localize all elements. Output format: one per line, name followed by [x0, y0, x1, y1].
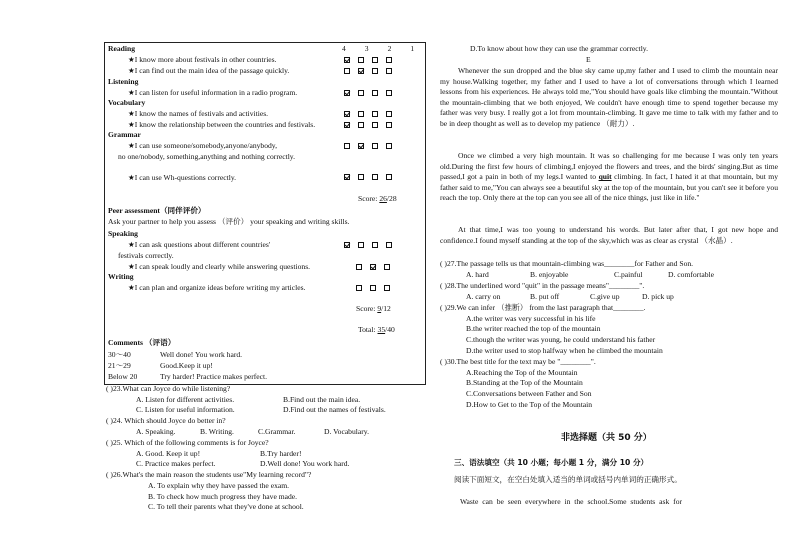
- empty-box-icon: [358, 57, 364, 63]
- checked-box-icon: [358, 68, 364, 74]
- passage-e-letter: E: [586, 55, 591, 64]
- empty-box-icon: [386, 122, 392, 128]
- empty-box-icon: [358, 242, 364, 248]
- question-25-option-d: D.Well done! You work hard.: [260, 459, 350, 468]
- speaking-item-1-line-2: festivals correctly.: [118, 251, 174, 260]
- col-head-4: 4: [342, 44, 346, 53]
- col-head-2: 2: [387, 44, 392, 53]
- empty-box-icon: [344, 68, 350, 74]
- passage-e-paragraph-2: [440, 151, 778, 204]
- section-3-passage-first-line: Waste can be seen everywhere in the school.Some students ask for: [460, 497, 683, 506]
- checked-box-icon: [344, 122, 350, 128]
- total-score: [358, 325, 395, 336]
- empty-box-icon: [386, 90, 392, 96]
- listening-item-1-rating: [344, 90, 392, 96]
- paragraph-2-after: climbing. In fact, I hated it at that mountain, but my father said to me,"You can always see a beautiful sky at the top of the mountain, but you can't see it before you reach the top. Only there at the top can you see all of the nice things, just like in life.": [440, 172, 779, 203]
- question-23-option-a: A. Listen for different activities.: [136, 395, 235, 404]
- writing-item-1-rating: [356, 285, 390, 291]
- total-value: 35: [377, 325, 386, 334]
- question-26-option-a: A. To explain why they have passed the exam.: [148, 481, 290, 490]
- grammar-item-2-rating: [344, 174, 392, 180]
- score-1-value: 26: [379, 194, 387, 203]
- question-27-option-c: C.painful: [614, 270, 643, 279]
- comment-range-2: 21～29: [108, 361, 131, 370]
- empty-box-icon: [384, 285, 390, 291]
- question-29-option-d: D.the writer used to stop halfway when he climbed the mountain: [466, 346, 663, 355]
- empty-box-icon: [344, 143, 350, 149]
- empty-box-icon: [372, 174, 378, 180]
- rating-column-heads: [342, 44, 414, 55]
- empty-box-icon: [386, 68, 392, 74]
- question-28-stem: ( )28.The underlined word "quit" in the passage means"________".: [440, 281, 645, 290]
- reading-item-2-rating: [344, 68, 392, 74]
- comment-text-1: Well done! You work hard.: [160, 350, 243, 359]
- total-label: Total:: [358, 325, 378, 334]
- question-27-stem: ( )27.The passage tells us that mountain-climbing was________for Father and Son.: [440, 259, 694, 268]
- reading-item-1-rating: [344, 57, 392, 63]
- vocabulary-heading: Vocabulary: [108, 98, 146, 107]
- checked-box-icon: [344, 57, 350, 63]
- speaking-item-1-line-1: ★I can ask questions about different countries': [128, 240, 271, 249]
- speaking-item-2: ★I can speak loudly and clearly while answering questions.: [128, 262, 311, 271]
- question-25-option-a: A. Good. Keep it up!: [136, 449, 201, 458]
- checked-box-icon: [370, 264, 376, 270]
- grammar-item-2: ★I can use Wh-questions correctly.: [128, 173, 237, 182]
- total-total: /40: [385, 325, 395, 334]
- checked-box-icon: [344, 90, 350, 96]
- question-23-option-c: C. Listen for useful information.: [136, 405, 235, 414]
- section-3-title: 三、语法填空（共 10 小题；每小题 1 分，满分 10 分）: [454, 458, 649, 467]
- passage-e-paragraph-1: Whenever the sun dropped and the blue sky came up,my father and I used to climb the mountain near my house.Walking together, my father and I used to have a lot of conversations through which I learned lessons from his experiences. He always told me,"You should have goals like climbing the mountain."Without the mountain-climbing that we both enjoyed, We couldn't have enough time to spend together because my father was very busy. I really got a lot from mountain-climbing. It gave me time to talk with my father and to be in deep thought as well as to develop my patience （耐力）.: [440, 66, 778, 128]
- empty-box-icon: [386, 174, 392, 180]
- reading-item-2: ★I can find out the main idea of the passage quickly.: [128, 66, 290, 75]
- writing-item-1: ★I can plan and organize ideas before writing my articles.: [128, 283, 306, 292]
- question-23-option-d: D.Find out the names of festivals.: [283, 405, 386, 414]
- question-28-option-d: D. pick up: [642, 292, 674, 301]
- question-25-option-c: C. Practice makes perfect.: [136, 459, 216, 468]
- question-23-option-b: B.Find out the main idea.: [283, 395, 361, 404]
- score-2-value: 9: [377, 304, 382, 313]
- empty-box-icon: [372, 111, 378, 117]
- question-30-option-b: B.Standing at the Top of the Mountain: [466, 378, 583, 387]
- question-24-option-a: A. Speaking.: [136, 427, 176, 436]
- question-30-option-a: A.Reaching the Top of the Mountain: [466, 368, 578, 377]
- question-23-stem: ( )23.What can Joyce do while listening?: [106, 384, 231, 393]
- speaking-item-2-rating: [356, 264, 390, 270]
- empty-box-icon: [358, 174, 364, 180]
- score-1-total: /28: [386, 194, 397, 203]
- question-29-option-b: B.the writer reached the top of the mountain: [466, 324, 601, 333]
- empty-box-icon: [356, 285, 362, 291]
- question-25-option-b: B.Try harder!: [260, 449, 302, 458]
- empty-box-icon: [386, 57, 392, 63]
- empty-box-icon: [372, 57, 378, 63]
- empty-box-icon: [372, 143, 378, 149]
- question-30-stem: ( )30.The best title for the text may be "________".: [440, 357, 596, 366]
- empty-box-icon: [372, 242, 378, 248]
- question-28-option-a: A. carry on: [466, 292, 501, 301]
- question-29-stem: ( )29.We can infer （推断） from the last paragraph that________.: [440, 303, 646, 312]
- section-3-instruction: 阅读下面短文，在空白处填入适当的单词或括号内单词的正确形式。: [454, 475, 682, 484]
- empty-box-icon: [358, 122, 364, 128]
- comment-range-1: 30～40: [108, 350, 131, 359]
- score-1-label: Score:: [358, 194, 380, 203]
- comment-text-2: Good.Keep it up!: [160, 361, 213, 370]
- checked-box-icon: [344, 242, 350, 248]
- comments-heading: Comments （评语）: [108, 338, 176, 347]
- vocabulary-item-2-rating: [344, 122, 392, 128]
- listening-item-1: ★I can listen for useful information in a radio program.: [128, 88, 298, 97]
- reading-item-1: ★I know more about festivals in other countries.: [128, 55, 277, 64]
- empty-box-icon: [358, 90, 364, 96]
- question-25-stem: ( )25. Which of the following comments is for Joyce?: [106, 438, 269, 447]
- grammar-item-1-rating: [344, 143, 392, 149]
- question-24-option-c: C.Grammar.: [258, 427, 296, 436]
- empty-box-icon: [386, 143, 392, 149]
- score-2-total: /12: [381, 304, 391, 313]
- score-1: [358, 194, 397, 205]
- question-27-option-d: D. comfortable: [668, 270, 714, 279]
- score-2: [356, 304, 391, 315]
- question-26-option-d: D.To know about how they can use the grammar correctly.: [470, 44, 649, 53]
- checked-box-icon: [344, 111, 350, 117]
- empty-box-icon: [358, 111, 364, 117]
- empty-box-icon: [372, 90, 378, 96]
- question-27-option-a: A. hard: [466, 270, 489, 279]
- col-head-1: 1: [410, 44, 415, 53]
- non-choice-section-title: 非选择题（共 50 分）: [561, 433, 652, 443]
- vocabulary-item-2: ★I know the relationship between the countries and festivals.: [128, 120, 316, 129]
- vocabulary-item-1-rating: [344, 111, 392, 117]
- question-26-option-c: C. To tell their parents what they've done at school.: [148, 502, 304, 511]
- score-2-label: Score:: [356, 304, 378, 313]
- question-30-option-c: C.Conversations between Father and Son: [466, 389, 592, 398]
- vocabulary-item-1: ★I know the names of festivals and activities.: [128, 109, 269, 118]
- speaking-heading: Speaking: [108, 229, 138, 238]
- question-24-stem: ( )24. Which should Joyce do better in?: [106, 416, 226, 425]
- empty-box-icon: [372, 68, 378, 74]
- question-30-option-d: D.How to Get to the Top of the Mountain: [466, 400, 593, 409]
- checked-box-icon: [358, 143, 364, 149]
- comment-text-3: Try harder! Practice makes perfect.: [160, 372, 268, 381]
- peer-assessment-heading: Peer assessment（同伴评价）: [108, 206, 206, 215]
- listening-heading: Listening: [108, 77, 139, 86]
- empty-box-icon: [372, 122, 378, 128]
- col-head-3: 3: [364, 44, 369, 53]
- checked-box-icon: [344, 174, 350, 180]
- empty-box-icon: [386, 111, 392, 117]
- question-26-stem: ( )26.What's the main reason the students use"My learning record"?: [106, 470, 312, 479]
- grammar-heading: Grammar: [108, 130, 141, 139]
- empty-box-icon: [370, 285, 376, 291]
- question-24-option-d: D. Vocabulary.: [324, 427, 369, 436]
- passage-e-paragraph-3: At that time,I was too young to understand his words. But later after that, I got new hope and confidence.I found myself standing at the top of the sky,which was as clear as crystal （水晶）.: [440, 225, 778, 245]
- question-24-option-b: B. Writing.: [200, 427, 234, 436]
- grammar-item-1-line-1: ★I can use someone/somebody,anyone/anybody,: [128, 141, 278, 150]
- comment-range-3: Below 20: [108, 372, 138, 381]
- question-26-option-b: B. To check how much progress they have made.: [148, 492, 298, 501]
- peer-assessment-desc: Ask your partner to help you assess （评价） your speaking and writing skills.: [108, 217, 350, 226]
- question-27-option-b: B. enjoyable: [530, 270, 569, 279]
- empty-box-icon: [384, 264, 390, 270]
- question-28-option-c: C.give up: [590, 292, 620, 301]
- empty-box-icon: [386, 242, 392, 248]
- speaking-item-1-rating: [344, 242, 392, 248]
- reading-heading: Reading: [108, 44, 136, 53]
- empty-box-icon: [356, 264, 362, 270]
- underlined-word-quit: quit: [598, 172, 612, 182]
- question-29-option-a: A.the writer was very successful in his life: [466, 314, 596, 323]
- writing-heading: Writing: [108, 272, 134, 281]
- grammar-item-1-line-2: no one/nobody, something,anything and nothing correctly.: [118, 152, 296, 161]
- question-28-option-b: B. put off: [530, 292, 560, 301]
- question-29-option-c: C.though the writer was young, he could understand his father: [466, 335, 656, 344]
- paragraph-2-before: Once we climbed a very high mountain. It was so challenging for me because I was only ten years old.During the first few hours of climbing,I enjoyed the flowers and trees, and the birds' singing.But as time passed,I got a pain in both of my legs.I wanted to: [440, 151, 778, 182]
